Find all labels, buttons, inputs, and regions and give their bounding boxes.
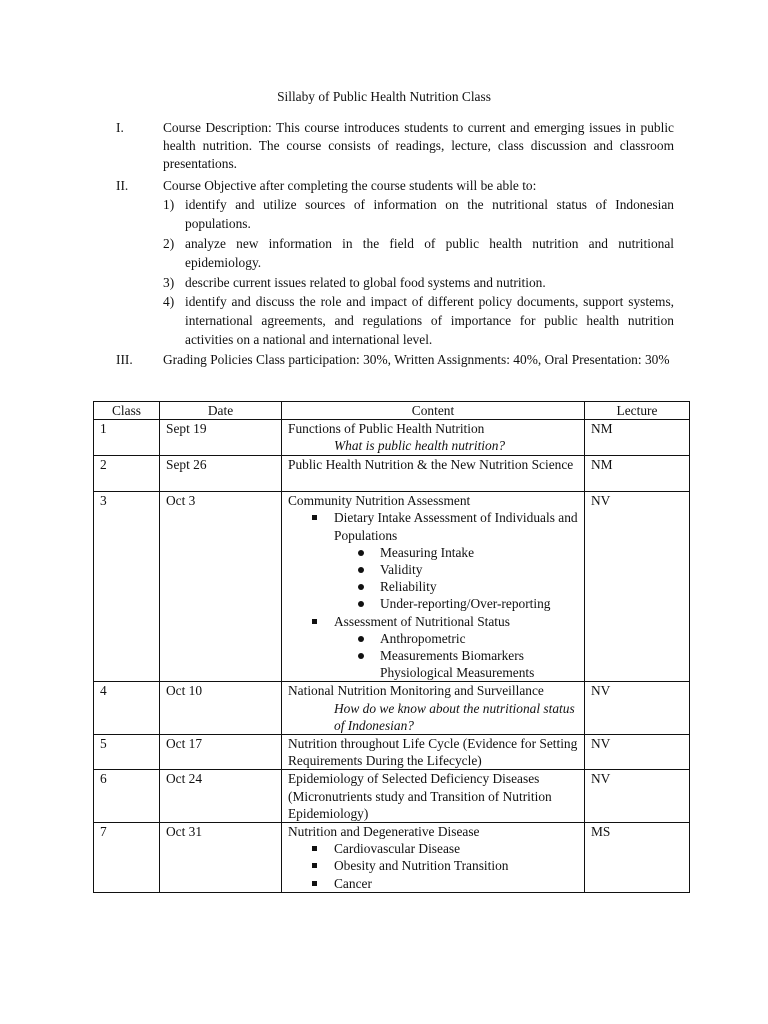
lecture-cell: NV — [585, 492, 690, 682]
date-cell: Oct 17 — [160, 735, 282, 770]
content-cell — [282, 456, 585, 492]
table-row — [94, 456, 690, 492]
content-topic: National Nutrition Monitoring and Surveillance — [288, 683, 544, 699]
class-cell: 3 — [94, 492, 160, 682]
section-number: III. — [116, 352, 133, 367]
list-item: Measurements Biomarkers Physiological Measurements — [358, 647, 584, 681]
content-cell — [282, 420, 585, 456]
section-text: Course Objective after completing the course students will be able to: — [163, 178, 537, 193]
objective-text: analyze new information in the field of public health nutrition and nutritional epidemiology. — [185, 236, 674, 270]
lecture-cell: NV — [585, 770, 690, 823]
objective-item — [163, 273, 674, 292]
guiding-question: How do we know about the nutritional status of Indonesian? — [334, 700, 575, 733]
objective-text: describe current issues related to global food systems and nutrition. — [185, 275, 546, 290]
list-item: Cancer — [312, 875, 584, 892]
table-row — [94, 420, 690, 456]
content-topic: Nutrition and Degenerative Disease — [288, 824, 480, 840]
header-lecture: Lecture — [585, 402, 690, 420]
class-cell: 1 — [94, 420, 160, 456]
schedule-table — [93, 401, 690, 893]
section-course-objective — [116, 177, 674, 195]
class-cell: 6 — [94, 770, 160, 823]
table-row — [94, 770, 690, 823]
objective-number: 3) — [163, 275, 175, 290]
content-cell — [282, 735, 585, 770]
table-row — [94, 735, 690, 770]
list-item: Anthropometric — [358, 630, 584, 647]
list-item: Measuring Intake — [358, 544, 584, 561]
date-cell: Oct 3 — [160, 492, 282, 682]
header-date: Date — [160, 402, 282, 420]
section-number: II. — [116, 178, 129, 193]
square-bullet-list — [288, 509, 584, 681]
objective-number: 4) — [163, 294, 175, 309]
date-cell: Sept 26 — [160, 456, 282, 492]
section-course-description — [116, 119, 674, 173]
list-item — [312, 509, 584, 612]
objective-number: 1) — [163, 197, 175, 212]
objective-text: identify and utilize sources of information on the nutritional status of Indonesian populations. — [185, 197, 674, 231]
objective-number: 2) — [163, 236, 175, 251]
dot-bullet-list — [334, 544, 584, 613]
section-text: Grading Policies Class participation: 30%, Written Assignments: 40%, Oral Presentation: 30% — [163, 352, 670, 367]
class-cell: 4 — [94, 682, 160, 735]
list-item-text: Dietary Intake Assessment of Individuals and Populations — [334, 510, 578, 543]
section-grading-policies — [116, 350, 674, 369]
square-bullet-list — [288, 840, 584, 892]
content-cell — [282, 770, 585, 823]
content-cell — [282, 492, 585, 682]
content-cell — [282, 682, 585, 735]
class-cell: 7 — [94, 823, 160, 893]
list-item — [312, 613, 584, 682]
list-item-text: Assessment of Nutritional Status — [334, 613, 510, 629]
list-item: Reliability — [358, 578, 584, 595]
list-item: Validity — [358, 561, 584, 578]
dot-bullet-list — [334, 630, 584, 682]
date-cell: Oct 24 — [160, 770, 282, 823]
document-title: Sillaby of Public Health Nutrition Class — [277, 89, 491, 104]
list-item: Cardiovascular Disease — [312, 840, 584, 857]
table-row — [94, 682, 690, 735]
objective-text: identify and discuss the role and impact of different policy documents, support systems, international agreements, and regulations of importance for public health nutrition activities on a national and international level. — [185, 294, 674, 347]
content-topic: Functions of Public Health Nutrition — [288, 421, 485, 437]
content-topic: Public Health Nutrition & the New Nutrition Science — [288, 457, 574, 473]
header-content: Content — [282, 402, 585, 420]
content-topic: Nutrition throughout Life Cycle (Evidence for Setting Requirements During the Lifecycle) — [288, 736, 578, 769]
lecture-cell: NV — [585, 735, 690, 770]
content-cell — [282, 823, 585, 893]
objective-item — [163, 195, 674, 233]
lecture-cell: NM — [585, 456, 690, 492]
lecture-cell: MS — [585, 823, 690, 893]
section-number: I. — [116, 120, 124, 135]
content-topic: Epidemiology of Selected Deficiency Diseases (Micronutrients study and Transition of Nutrition Epidemiology) — [288, 771, 552, 821]
content-topic: Community Nutrition Assessment — [288, 493, 471, 509]
table-row — [94, 823, 690, 893]
lecture-cell: NV — [585, 682, 690, 735]
objective-item — [163, 234, 674, 272]
header-class: Class — [94, 402, 160, 420]
list-item: Under-reporting/Over-reporting — [358, 595, 584, 612]
guiding-question: What is public health nutrition? — [334, 438, 506, 454]
date-cell: Sept 19 — [160, 420, 282, 456]
lecture-cell: NM — [585, 420, 690, 456]
class-cell: 5 — [94, 735, 160, 770]
date-cell: Oct 10 — [160, 682, 282, 735]
class-cell: 2 — [94, 456, 160, 492]
table-header-row — [94, 402, 690, 420]
section-text: Course Description: This course introduces students to current and emerging issues in public health nutrition. The course consists of readings, lecture, class discussion and classroom presentations. — [163, 120, 674, 171]
table-row — [94, 492, 690, 682]
objective-item — [163, 292, 674, 349]
date-cell: Oct 31 — [160, 823, 282, 893]
list-item: Obesity and Nutrition Transition — [312, 857, 584, 874]
